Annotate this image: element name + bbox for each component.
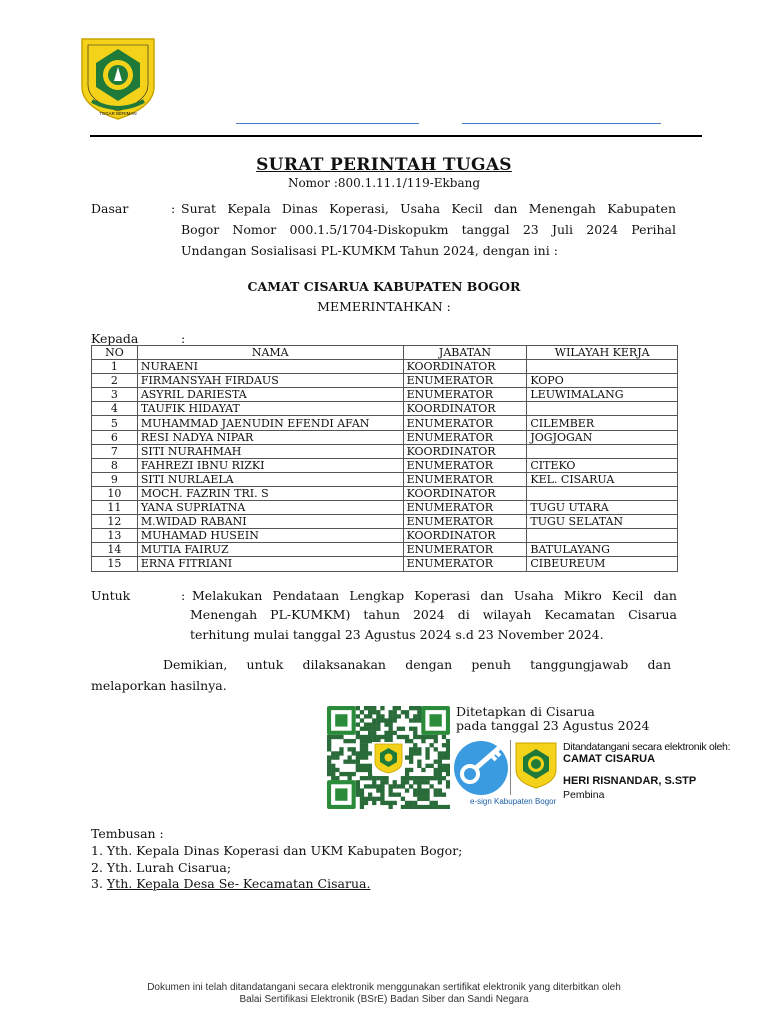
table-row [92,360,678,374]
cell-wilayah [527,402,678,416]
closing-line-1: Demikian, untuk dilaksanakan dengan penuh tanggungjawab dan [163,657,671,672]
table-row [92,486,678,500]
untuk-line-1: Melakukan Pendataan Lengkap Koperasi dan Usaha Mikro Kecil dan [192,588,677,603]
cell-nama: M.WIDAD RABANI [137,515,403,529]
esign-regency-logo [513,740,559,790]
cell-jabatan: ENUMERATOR [403,416,527,430]
table-row [92,543,678,557]
tembusan-item-3 [91,875,370,892]
cell-no: 11 [92,501,138,515]
cell-nama: MOCH. FAZRIN TRI. S [137,486,403,500]
table-row [92,501,678,515]
cell-jabatan: ENUMERATOR [403,515,527,529]
cell-wilayah: LEUWIMALANG [527,388,678,402]
cell-jabatan: ENUMERATOR [403,458,527,472]
cell-no: 7 [92,444,138,458]
table-header-row [92,346,678,360]
regency-logo [78,35,158,121]
table-row [92,374,678,388]
cell-nama: MUHAMAD HUSEIN [137,529,403,543]
cell-nama: YANA SUPRIATNA [137,501,403,515]
dasar-line-1: Surat Kepala Dinas Koperasi, Usaha Kecil dan Menengah Kabupaten [181,201,676,216]
cell-no: 8 [92,458,138,472]
cell-wilayah [527,360,678,374]
cell-no: 13 [92,529,138,543]
untuk-line-2: Menengah PL-KUMKM) tahun 2024 di wilayah Kecamatan Cisarua [190,607,677,622]
signer-position: CAMAT CISARUA [563,753,656,765]
cell-wilayah: TUGU SELATAN [527,515,678,529]
cell-wilayah: CILEMBER [527,416,678,430]
cell-no: 4 [92,402,138,416]
table-row [92,388,678,402]
cell-no: 14 [92,543,138,557]
table-row [92,557,678,571]
cell-no: 2 [92,374,138,388]
footer-line-1: Dokumen ini telah ditandatangani secara elektronik menggunakan sertifikat elektronik yang diterbitkan oleh [147,982,621,993]
closing-line-2: melaporkan hasilnya. [91,678,227,693]
table-row [92,529,678,543]
signed-electronically-label: Ditandatangani secara elektronik oleh: [563,741,731,753]
logo-motto: TEGAR BERIMAN [99,111,137,116]
assignment-table [91,345,678,572]
cell-jabatan: ENUMERATOR [403,557,527,571]
order-heading: MEMERINTAHKAN : [317,299,451,314]
dasar-colon: : [171,201,176,216]
tembusan-title: Tembusan : [91,826,164,841]
cell-wilayah: KEL. CISARUA [527,472,678,486]
cell-no: 1 [92,360,138,374]
esign-divider [510,740,511,795]
footer-line-2: Balai Sertifikasi Elektronik (BSrE) Badan Siber dan Sandi Negara [239,994,529,1005]
kepada-colon: : [181,331,186,346]
cell-no: 15 [92,557,138,571]
tembusan-item-1: 1. Yth. Kepala Dinas Koperasi dan UKM Kabupaten Bogor; [91,843,463,858]
signature-date: pada tanggal 23 Agustus 2024 [456,718,650,733]
letter-number: Nomor :800.1.11.1/119-Ekbang [287,176,481,190]
cell-wilayah: KOPO [527,374,678,388]
cell-wilayah: JOGJOGAN [527,430,678,444]
table-row [92,444,678,458]
cell-nama: TAUFIK HIDAYAT [137,402,403,416]
dasar-line-2: Bogor Nomor 000.1.5/1704-Diskopukm tanggal 23 Juli 2024 Perihal [181,222,676,237]
header-jabatan: JABATAN [403,346,527,360]
signer-rank: Pembina [563,789,605,801]
cell-nama: RESI NADYA NIPAR [137,430,403,444]
cell-jabatan: ENUMERATOR [403,374,527,388]
cell-nama: MUTIA FAIRUZ [137,543,403,557]
cell-no: 10 [92,486,138,500]
cell-nama: ERNA FITRIANI [137,557,403,571]
cell-nama: SITI NURAHMAH [137,444,403,458]
untuk-line-3: terhitung mulai tanggal 23 Agustus 2024 s.d 23 November 2024. [190,627,604,642]
table-row [92,416,678,430]
cell-wilayah [527,444,678,458]
tembusan-item-3-number: 3. [91,876,103,891]
header-divider [90,135,702,137]
table-row [92,430,678,444]
table-row [92,515,678,529]
cell-nama: FIRMANSYAH FIRDAUS [137,374,403,388]
cell-jabatan: KOORDINATOR [403,486,527,500]
signer-name: HERI RISNANDAR, S.STP [563,775,697,787]
cell-jabatan: ENUMERATOR [403,543,527,557]
cell-nama: ASYRIL DARIESTA [137,388,403,402]
cell-jabatan: KOORDINATOR [403,360,527,374]
cell-wilayah: TUGU UTARA [527,501,678,515]
header-no: NO [92,346,138,360]
cell-nama: MUHAMMAD JAENUDIN EFENDI AFAN [137,416,403,430]
header-link-line-2 [462,123,661,124]
cell-jabatan: ENUMERATOR [403,388,527,402]
tembusan-item-3-text: Yth. Kepala Desa Se- Kecamatan Cisarua. [106,876,371,891]
cell-wilayah [527,529,678,543]
cell-jabatan: ENUMERATOR [403,501,527,515]
cell-nama: FAHREZI IBNU RIZKI [137,458,403,472]
cell-jabatan: ENUMERATOR [403,472,527,486]
table-row [92,458,678,472]
cell-nama: SITI NURLAELA [137,472,403,486]
table-body [92,360,678,571]
cell-no: 6 [92,430,138,444]
untuk-colon: : [181,588,186,603]
qr-code [327,706,450,809]
esign-caption: e-sign Kabupaten Bogor [470,797,557,806]
header-wilayah: WILAYAH KERJA [527,346,678,360]
esign-key-icon [453,740,511,796]
dasar-line-3: Undangan Sosialisasi PL-KUMKM Tahun 2024, dengan ini : [181,243,558,258]
cell-no: 9 [92,472,138,486]
page-title: SURAT PERINTAH TUGAS [256,155,512,175]
cell-jabatan: ENUMERATOR [403,430,527,444]
cell-wilayah [527,486,678,500]
table-row [92,402,678,416]
signature-place: Ditetapkan di Cisarua [456,704,595,719]
untuk-label: Untuk [91,588,131,603]
cell-nama: NURAENI [137,360,403,374]
cell-jabatan: KOORDINATOR [403,444,527,458]
cell-no: 5 [92,416,138,430]
cell-no: 12 [92,515,138,529]
header-link-line-1 [236,123,419,124]
issuer: CAMAT CISARUA KABUPATEN BOGOR [247,279,521,294]
cell-wilayah: CITEKO [527,458,678,472]
dasar-label: Dasar [91,201,129,216]
cell-jabatan: KOORDINATOR [403,529,527,543]
kepada-label: Kepada [91,331,139,346]
table-row [92,472,678,486]
cell-no: 3 [92,388,138,402]
header-nama: NAMA [137,346,403,360]
cell-wilayah: BATULAYANG [527,543,678,557]
cell-jabatan: KOORDINATOR [403,402,527,416]
cell-wilayah: CIBEUREUM [527,557,678,571]
tembusan-item-2: 2. Yth. Lurah Cisarua; [91,860,232,875]
